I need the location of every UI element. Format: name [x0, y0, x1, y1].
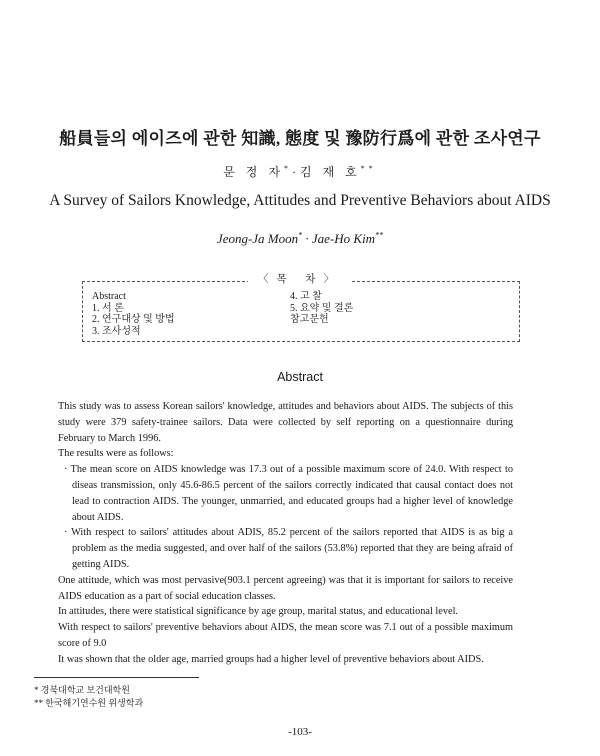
korean-author-1-mark: *: [284, 164, 292, 173]
english-author-2-mark: **: [375, 230, 384, 240]
abstract-heading: Abstract: [277, 370, 323, 384]
abstract-bullet: · With respect to sailors' attitudes about ADIS, 85.2 percent of the sailors reported that AIDS is as big a problem as the media suggested, and over half of the sailors (53.8%) reported that they are being afraid of getting AIDS.: [64, 527, 513, 570]
footnote-divider: [34, 677, 199, 678]
korean-author-2: 김 재 호: [300, 165, 361, 179]
toc-heading: 〈목 차〉: [248, 271, 352, 286]
abstract-paragraph: This study was to assess Korean sailors' knowledge, attitudes and behaviors about AIDS. The subjects of this study were 379 safety-trainee sailors. Data were collected by self reporting on a questionnaire during February to March 1996.: [58, 401, 513, 444]
abstract-paragraph: The results were as follows:: [58, 448, 174, 460]
english-author-1-mark: *: [298, 230, 303, 240]
english-author-2: Jae-Ho Kim: [311, 231, 376, 246]
abstract-paragraph: In attitudes, there were statistical significance by age group, marital status, and educational level.: [58, 606, 459, 618]
english-title: A Survey of Sailors Knowledge, Attitudes and Preventive Behaviors about AIDS: [49, 192, 551, 209]
abstract-paragraph: One attitude, which was most pervasive(903.1 percent agreeing) was that it is important for sailors to receive AIDS education as a part of social education classes.: [58, 574, 513, 602]
abstract-paragraph: It was shown that the older age, married groups had a higher level of preventive behaviors about AIDS.: [58, 653, 484, 665]
footnotes: [34, 684, 143, 710]
footnote: ** 한국해기연수원 위생학과: [34, 698, 144, 708]
korean-author-1: 문 정 자: [223, 165, 284, 179]
english-author-separator: ·: [302, 231, 312, 246]
abstract-bullets: [58, 462, 513, 573]
english-authors: [0, 231, 600, 247]
korean-title: 船員들의 에이즈에 관한 知識, 態度 및 豫防行爲에 관한 조사연구: [59, 129, 541, 148]
toc-right-column: [290, 291, 353, 326]
page-number: -103-: [288, 726, 312, 738]
toc-item: 1. 서 론: [92, 302, 124, 314]
toc-item: 참고문헌: [290, 314, 329, 325]
toc-item: 3. 조사성적: [92, 325, 141, 337]
abstract-bullet: · The mean score on AIDS knowledge was 17.3 out of a possible maximum score of 24.0. With respect to diseas transmission, only 45.6-86.5 percent of the sailors correctly indicated that causal contact does not lead to contraction AIDS. The younger, unmarried, and educated groups had a higher level of knowledge about AIDS.: [64, 464, 513, 523]
toc-item: 2. 연구대상 및 방법: [92, 314, 175, 325]
toc-item: 5. 요약 및 결론: [290, 302, 354, 314]
abstract-paragraph: With respect to sailors' preventive behaviors about AIDS, the mean score was 7.1 out of a possible maximum score of 9.0: [58, 622, 513, 649]
korean-authors: [0, 163, 600, 180]
toc-left-column: [92, 291, 175, 337]
korean-author-separator: ·: [292, 165, 300, 179]
footnote: * 경북대학교 보건대학원: [34, 685, 130, 695]
abstract-body: [58, 399, 513, 668]
english-author-1: Jeong-Ja Moon: [216, 231, 299, 246]
toc-item: Abstract: [92, 291, 126, 302]
korean-author-2-mark: **: [360, 164, 377, 173]
toc-item: 4. 고 찰: [290, 291, 322, 302]
